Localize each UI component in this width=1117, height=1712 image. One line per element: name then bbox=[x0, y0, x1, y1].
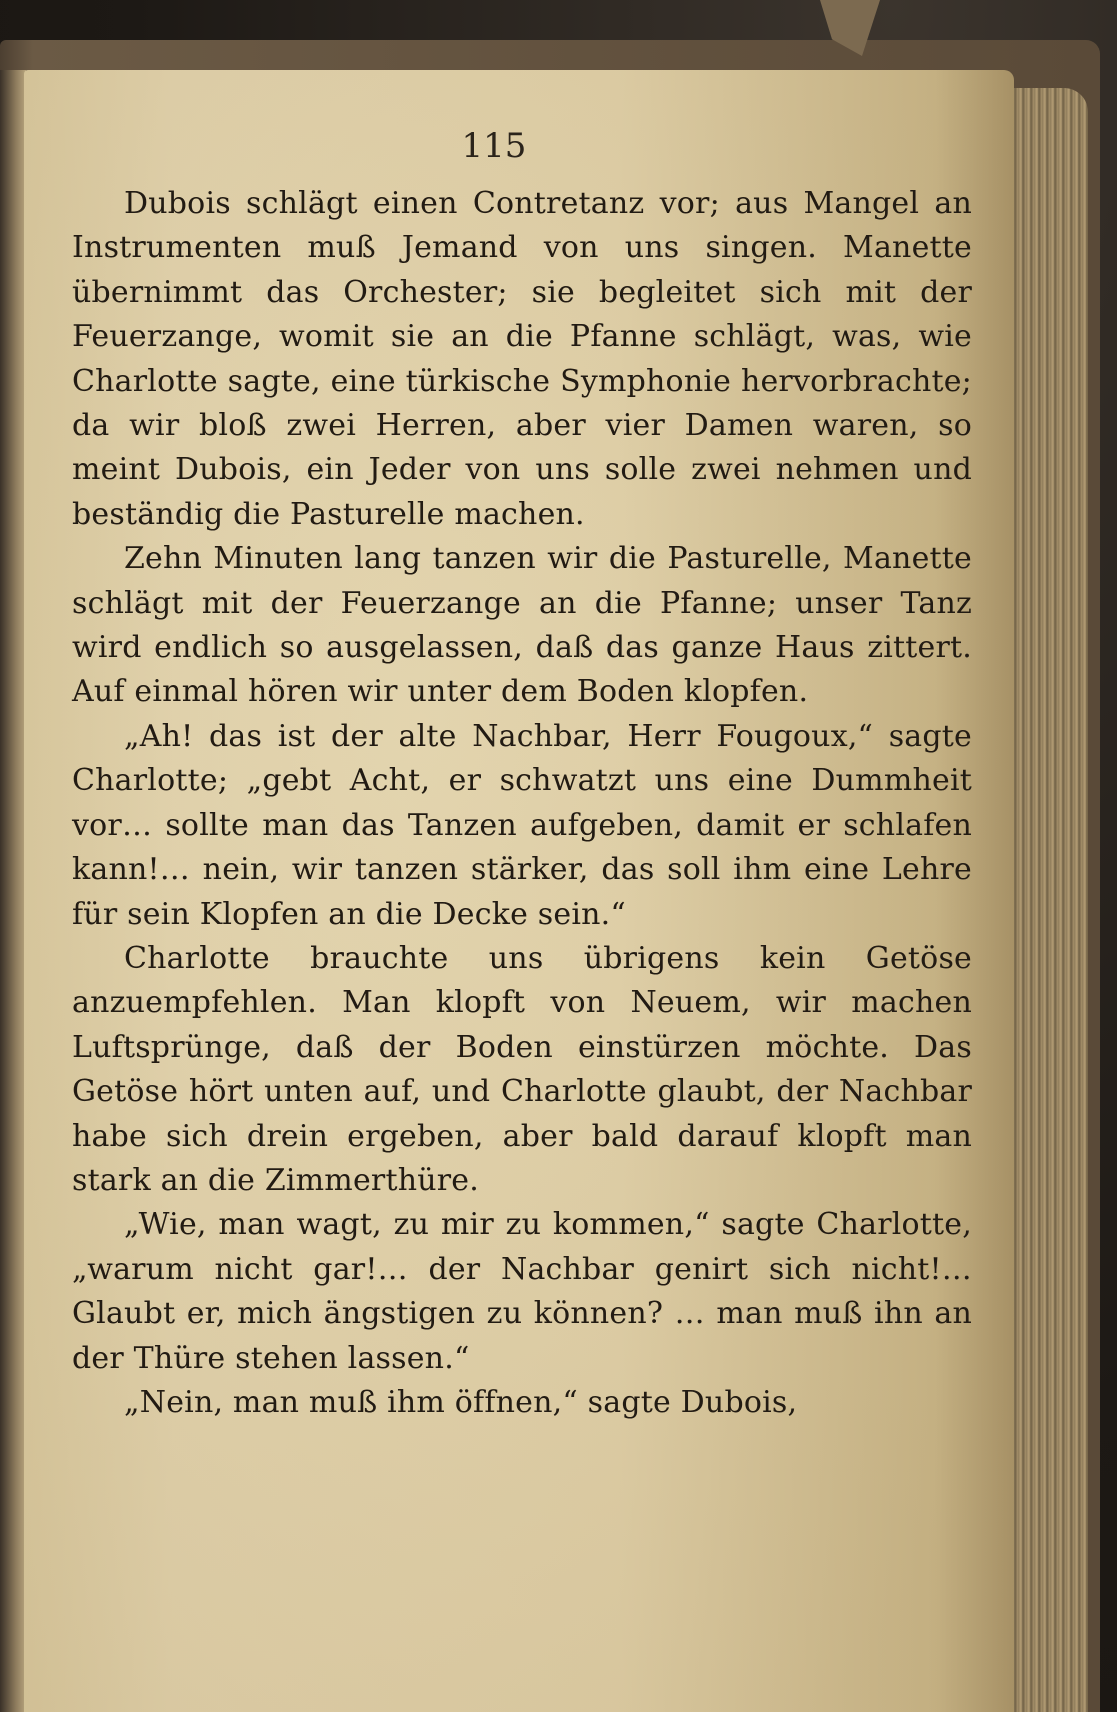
page-number: 115 bbox=[461, 126, 527, 166]
page-edges-stack bbox=[1002, 88, 1088, 1712]
left-page-gutter bbox=[0, 70, 26, 1712]
paragraph-4: Charlotte brauchte uns übrigens kein Getöse anzuempfehlen. Man klopft von Neuem, wir machen Luftsprünge, daß der Boden einstürzen möchte. Das Getöse hört unten auf, und Charlotte glaubt, der Nachbar habe sich drein ergeben, aber bald darauf klopft man stark an die Zimmerthüre. bbox=[72, 940, 972, 1198]
paragraph-5: „Wie, man wagt, zu mir zu kommen,“ sagte Charlotte, „warum nicht gar!… der Nachbar genirt sich nicht!… Glaubt er, mich ängstigen zu können? … man muß ihn an der Thüre stehen lassen.“ bbox=[72, 1207, 972, 1376]
paragraph-2: Zehn Minuten lang tanzen wir die Pasturelle, Manette schlägt mit der Feuerzange an die Pfanne; unser Tanz wird endlich so ausgelassen, daß das ganze Haus zittert. Auf einmal hören wir unter dem Boden klopfen. bbox=[72, 541, 972, 710]
paragraph-3: „Ah! das ist der alte Nachbar, Herr Fougoux,“ sagte Charlotte; „gebt Acht, er schwatzt uns eine Dummheit vor… sollte man das Tanzen aufgeben, damit er schlafen kann!… nein, wir tanzen stärker, das soll ihm eine Lehre für sein Klopfen an die Decke sein.“ bbox=[72, 718, 972, 932]
paragraph-1: Dubois schlägt einen Contretanz vor; aus Mangel an Instrumenten muß Jemand von uns singen. Manette übernimmt das Orchester; sie begleitet sich mit der Feuerzange, womit sie an die Pfanne schlägt, was, wie Charlotte sagte, eine türkische Symphonie hervorbrachte; da wir bloß zwei Herren, aber vier Damen waren, so meint Dubois, ein Jeder von uns solle zwei nehmen und beständig die Pasturelle machen. bbox=[72, 186, 972, 532]
page-body-text bbox=[72, 182, 972, 1425]
paragraph-6: „Nein, man muß ihm öffnen,“ sagte Dubois, bbox=[124, 1384, 798, 1420]
book-page bbox=[24, 70, 1014, 1712]
